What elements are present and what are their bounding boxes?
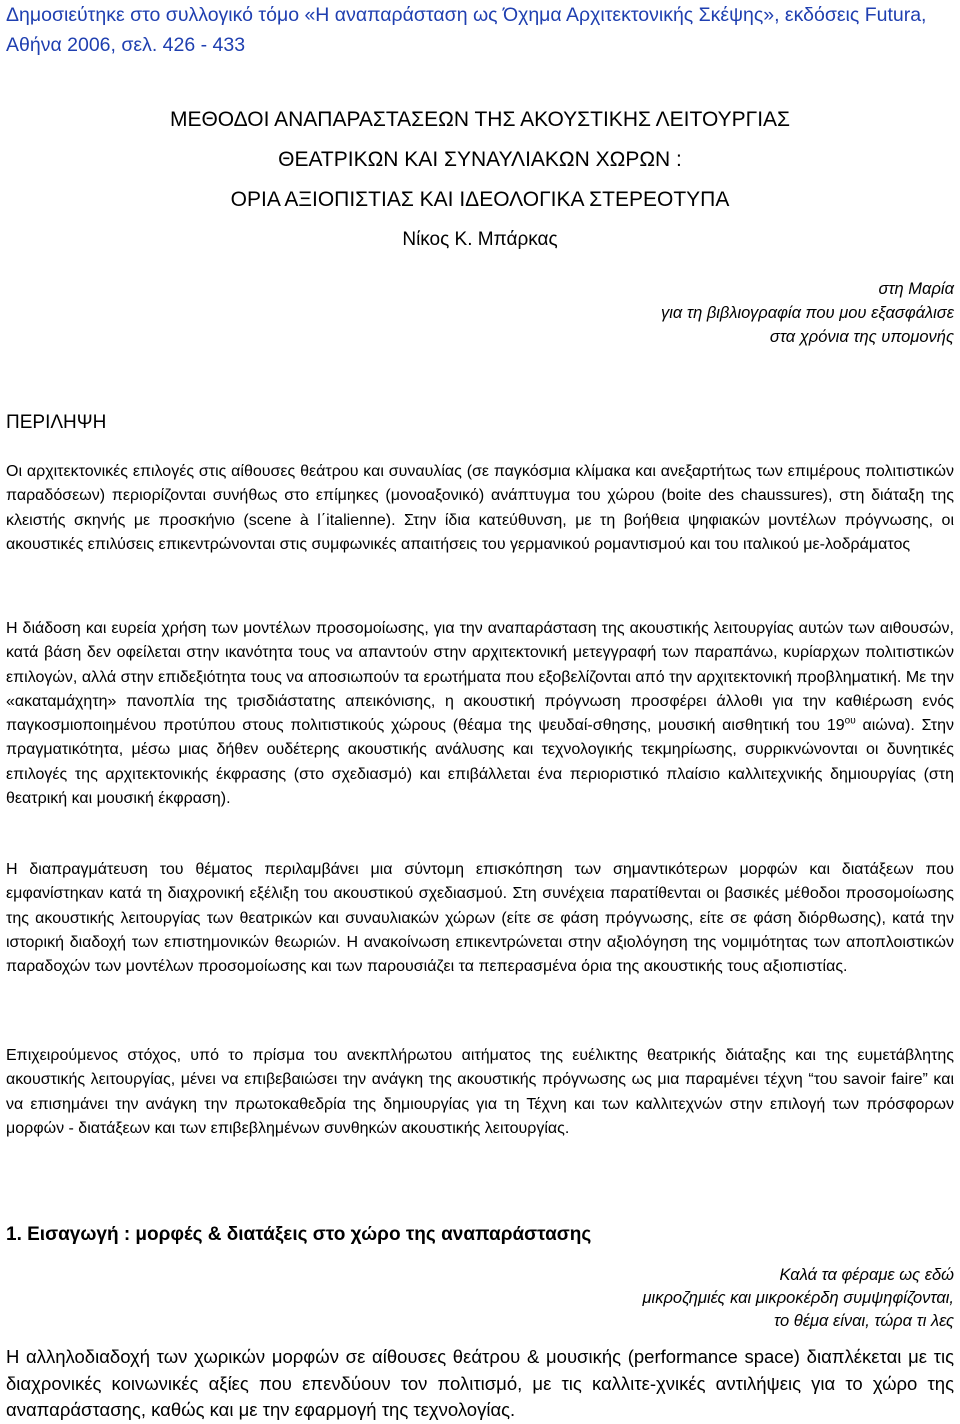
abstract-paragraph-2 — [6, 617, 954, 811]
epigraph-line-2: μικροζημιές και μικροκέρδη συμψηφίζονται, — [642, 1289, 954, 1307]
abstract-paragraph-2-text-b: αιώνα). Στην πραγματικότητα, μέσω μιας δήθεν ουδέτερης ακουστικής ανάλυσης και τεχνολογικής τεκμηρίωσης, συρρικνώνονται οι δυνητικές επιλογές της αρχιτεκτονικής έκφρασης (στο σχεδιασμό) και επιβάλλεται ένα περιοριστικό πλαίσιο καλλιτεχνικής δημιουργίας (στη θεατρική και μουσική έκφραση). — [6, 717, 954, 808]
publication-note: Δημοσιεύτηκε στο συλλογικό τόμο «Η αναπαράσταση ως Όχημα Αρχιτεκτονικής Σκέψης», εκδόσεις Futura, Αθήνα 2006, σελ. 426 - 433 — [6, 4, 927, 56]
dedication-line-2: για τη βιβλιογραφία που μου εξασφάλισε — [661, 304, 954, 322]
dedication-line-3: στα χρόνια της υπομονής — [769, 328, 954, 346]
title-line-2: ΘΕΑΤΡΙΚΩΝ ΚΑΙ ΣΥΝΑΥΛΙΑΚΩΝ ΧΩΡΩΝ : — [278, 148, 682, 171]
abstract-paragraph-3: Η διαπραγμάτευση του θέματος περιλαμβάνει μια σύντομη επισκόπηση των σημαντικότερων μορφών και διατάξεων που εμφανίστηκαν κατά τη διαχρονική εξέλιξη του ακουστικού σχεδιασμού. Στη συνέχεια παρατίθενται οι βασικές μέθοδοι προσομοίωσης της ακουστικής λειτουργίας των θεατρικών και συναυλιακών χώρων (είτε σε φάση πρόγνωσης, είτε σε φάση διόρθωσης), κατά την ιστορική διαδοχή των επιστημονικών θεωριών. Η ανακοίνωση επικεντρώνεται στην αξιολόγηση της νομιμότητας των αποπλοιστικών παραδοχών των μοντέλων προσομοίωσης και των παρουσιάζει τα πεπερασμένα όρια της ακουστικής τους αξιοπιστίας. — [6, 861, 954, 976]
epigraph-line-3: το θέμα είναι, τώρα τι λες — [774, 1312, 954, 1330]
author-name: Νίκος Κ. Μπάρκας — [402, 229, 558, 250]
abstract-heading: ΠΕΡΙΛΗΨΗ — [6, 412, 107, 433]
chapter-heading: 1. Εισαγωγή : μορφές & διατάξεις στο χώρο της αναπαράστασης — [6, 1224, 592, 1245]
abstract-paragraph-4: Επιχειρούμενος στόχος, υπό το πρίσμα του ανεκπλήρωτου αιτήματος της ευέλικτης θεατρικής διάταξης και της ευμετάβλητης ακουστικής λειτουργίας, μένει να επιβεβαιώσει την ανάγκη της ακουστικής πρόγνωσης ως μια παραμένει τέχνη “του savoir faire” και να επισημάνει την ανάγκη την πρωτοκαθεδρία της δημιουργίας για τη Τέχνη και των καλλιτεχνών στην επιλογή των πρόσφορων μορφών - διατάξεων και των επιβεβλημένων συνθηκών ακουστικής λειτουργίας. — [6, 1047, 954, 1137]
dedication-line-1: στη Μαρία — [878, 280, 954, 298]
chapter-paragraph-1: Η αλληλοδιαδοχή των χωρικών μορφών σε αίθουσες θεάτρου & μουσικής (performance space) διαπλέκεται με τις διαχρονικές κοινωνικές αξίες που επενδύουν τον πολιτισμό, με τις καλλιτε-χνικές αντιλήψεις για το χώρο της αναπαράστασης, καθώς και με την εφαρμογή της τεχνολογίας. — [6, 1346, 954, 1420]
superscript-ou: ου — [844, 715, 856, 727]
epigraph-line-1: Καλά τα φέραμε ως εδώ — [779, 1266, 954, 1284]
abstract-paragraph-1: Οι αρχιτεκτονικές επιλογές στις αίθουσες θεάτρου και συναυλίας (σε παγκόσμια κλίμακα και ανεξαρτήτως των επιμέρους πολιτιστικών παραδόσεων) περιορίζονται συνήθως στο επίμηκες (μονοαξονικό) ανάπτυγμα του χώρου (boite des chaussures), στη διάταξη της κλειστής σκηνής με προσκήνιο (scene à l΄italienne). Στην ίδια κατεύθυνση, με τη βοήθεια ψηφιακών μοντέλων πρόγνωσης, οι ακουστικές επιλύσεις επικεντρώνονται στις συμφωνικές απαιτήσεις του γερμανικού ρομαντισμού και του ιταλικού με-λοδράματος — [6, 463, 954, 553]
abstract-paragraph-2-text-a: Η διάδοση και ευρεία χρήση των μοντέλων προσομοίωσης, για την αναπαράσταση της ακουστικής λειτουργίας αυτών των αιθουσών, κατά βάση δεν οφείλεται στην ικανότητα τους να απαντούν στην αρχιτεκτονική μετεγγραφή των παραπάνω, κυρίαρχων πολιτιστικών επιλογών, αλλά στην επιδεξιότητα τους να αποσιωπούν τα ερωτήματα που εξοβελίζονται από την αρχιτεκτονική προβληματική. Με την «ακαταμάχητη» πανοπλία της τρισδιάστατης απεικόνισης, η ακουστική πρόγνωση προσφέρει άλλοθι για την καθιέρωση ενός παγκοσμιοποιημένου προτύπου στους πολιτιστικούς χώρους (θέαμα της ψευδαί-σθησης, μουσική αισθητική του 19 — [6, 620, 954, 735]
title-line-3: ΟΡΙΑ ΑΞΙΟΠΙΣΤΙΑΣ ΚΑΙ ΙΔΕΟΛΟΓΙΚΑ ΣΤΕΡΕΟΤΥΠΑ — [230, 188, 730, 211]
title-line-1: ΜΕΘΟΔΟΙ ΑΝΑΠΑΡΑΣΤΑΣΕΩΝ ΤΗΣ ΑΚΟΥΣΤΙΚΗΣ ΛΕΙΤΟΥΡΓΙΑΣ — [169, 108, 791, 131]
